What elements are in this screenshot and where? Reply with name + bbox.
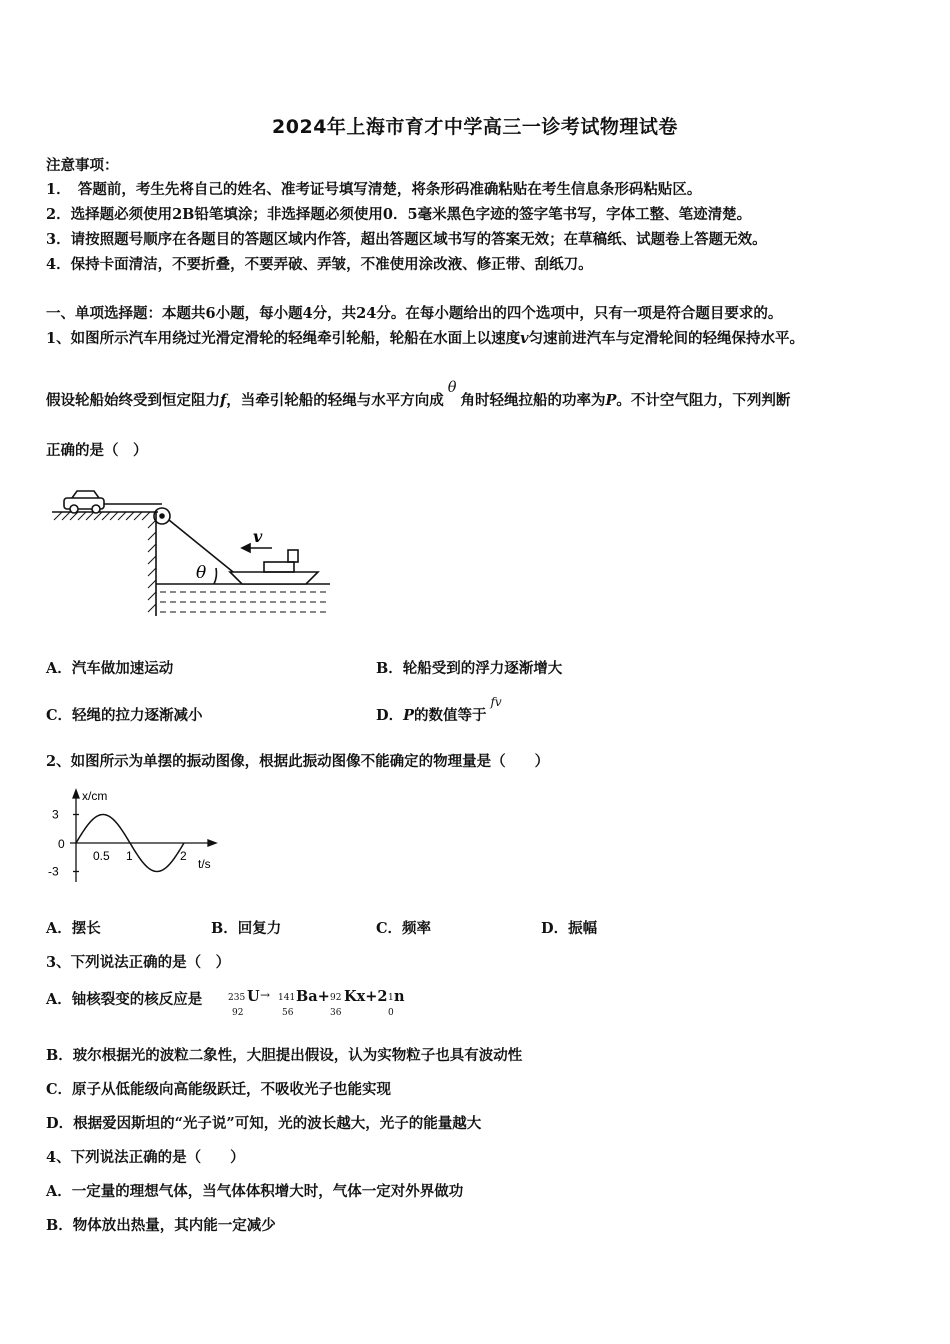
q4-option-b[interactable]: B．物体放出热量，其内能一定减少: [46, 1217, 276, 1234]
q1-line3: 正确的是（ ）: [46, 442, 148, 459]
q1-option-a[interactable]: A．汽车做加速运动: [46, 660, 174, 677]
car-icon: [64, 491, 104, 513]
wall-hatching: [148, 520, 156, 612]
x-axis-arrow: [208, 840, 216, 846]
y-tick-label-neg3: -3: [48, 864, 59, 879]
q3-option-a[interactable]: [46, 988, 202, 1009]
x-tick-label-1: 1: [126, 849, 133, 863]
notice-item-3: 3．请按照题号顺序在各题目的答题区域内作答，超出答题区域书写的答案无效；在草稿纸、试题卷上答题无效。: [46, 231, 767, 248]
q2-stem: 2、如图所示为单摆的振动图像，根据此振动图像不能确定的物理量是（ ）: [46, 753, 550, 770]
q1-var-P: P: [605, 392, 617, 409]
x-tick-label-0.5: 0.5: [93, 849, 110, 863]
oscillation-graph: [46, 786, 226, 888]
y-axis-label: x/cm: [82, 789, 108, 803]
q1-var-theta: θ: [447, 380, 457, 396]
q1-var-f: f: [220, 392, 227, 409]
q1-line2a: 假设轮船始终受到恒定阻力: [46, 392, 220, 409]
kr-atomic-number: 36: [330, 1008, 342, 1018]
kr-mass-number: 92: [330, 993, 342, 1003]
q1-option-d[interactable]: [376, 695, 502, 725]
ba-atomic-number: 56: [282, 1008, 294, 1018]
n-atomic-number: 0: [388, 1008, 394, 1018]
notice-heading: 注意事项：: [46, 157, 119, 174]
q3-option-d[interactable]: D．根据爱因斯坦的“光子说”可知，光的波长越大，光子的能量越大: [46, 1115, 482, 1132]
u-mass-number: 235: [228, 993, 246, 1003]
q3-option-b[interactable]: B．玻尔根据光的波粒二象性，大胆提出假设，认为实物粒子也具有波动性: [46, 1047, 523, 1064]
x-axis-label: t/s: [198, 857, 211, 871]
q1-line2: [46, 380, 791, 410]
fig-label-v: v: [253, 527, 263, 546]
notice-item-4: 4．保持卡面清洁，不要折叠，不要弄破、弄皱，不准使用涂改液、修正带、刮纸刀。: [46, 256, 593, 273]
q3-option-a-label: A．铀核裂变的核反应是: [46, 991, 203, 1008]
y-axis-arrow: [73, 790, 79, 798]
q1-line1-text: 1、如图所示汽车用绕过光滑定滑轮的轻绳牵引轮船，轮船在水面上以速度: [46, 330, 521, 347]
notice-item-2: 2．选择题必须使用2B铅笔填涂；非选择题必须使用0．5毫米黑色字迹的签字笔书写，字体工整、笔迹清楚。: [46, 206, 752, 223]
water-lines: [160, 592, 330, 612]
q1-option-c[interactable]: C．轻绳的拉力逐渐减小: [46, 707, 203, 724]
ba-mass-number: 141: [278, 993, 296, 1003]
q2-option-b[interactable]: B．回复力: [211, 920, 282, 937]
x-tick-label-2: 2: [180, 849, 187, 863]
section-heading: 一、单项选择题：本题共6小题，每小题4分，共24分。在每小题给出的四个选项中，只有一项是符合题目要求的。: [46, 305, 783, 322]
q1-line1b-text: 匀速前进汽车与定滑轮间的轻绳保持水平。: [528, 330, 805, 347]
fig-label-theta: θ: [196, 563, 207, 583]
reaction-arrow: →: [260, 988, 271, 1002]
n-symbol: n: [394, 988, 405, 1005]
q1-option-d-label: D．: [376, 707, 404, 724]
u-symbol: U: [247, 988, 260, 1005]
q1-line1: [46, 327, 804, 348]
q1-option-d-fv: fv: [490, 695, 502, 709]
q1-line2b: ，当牵引轮船的轻绳与水平方向成: [226, 392, 444, 409]
y-tick-label-0: 0: [58, 837, 65, 851]
q1-option-d-text: 的数值等于: [413, 707, 487, 724]
q2-option-d[interactable]: D．振幅: [541, 920, 598, 937]
kr-symbol: Kx+2: [344, 988, 388, 1005]
q2-option-a[interactable]: A．摆长: [46, 920, 101, 937]
q1-option-b[interactable]: B．轮船受到的浮力逐渐增大: [376, 660, 563, 677]
u-atomic-number: 92: [232, 1008, 244, 1018]
boat-icon: [230, 550, 318, 584]
notice-item-1: 1． 答题前，考生先将自己的姓名、准考证号填写清楚，将条形码准确粘贴在考生信息条形码粘贴区。: [46, 181, 702, 198]
ground-hatching: [54, 512, 150, 520]
ba-symbol: Ba+: [296, 988, 330, 1005]
q3-stem: 3、下列说法正确的是（ ）: [46, 954, 231, 971]
angle-arc: [214, 568, 216, 584]
q3-option-c[interactable]: C．原子从低能级向高能级跃迁，不吸收光子也能实现: [46, 1081, 392, 1098]
fission-equation: [228, 986, 428, 1020]
q2-option-c[interactable]: C．频率: [376, 920, 432, 937]
car-pulley-boat-figure: [50, 488, 350, 623]
q4-option-a[interactable]: A．一定量的理想气体，当气体体积增大时，气体一定对外界做功: [46, 1183, 464, 1200]
q1-var-v: v: [520, 330, 529, 347]
page-title: 2024年上海市育才中学高三一诊考试物理试卷: [272, 116, 678, 138]
y-tick-label-3: 3: [52, 807, 59, 822]
n-mass-number: 1: [388, 993, 394, 1003]
q1-line2c: 角时轻绳拉船的功率为: [460, 392, 606, 409]
q1-line2d: 。不计空气阻力，下列判断: [616, 392, 791, 409]
q1-option-d-P: P: [403, 707, 414, 724]
q4-stem: 4、下列说法正确的是（ ）: [46, 1149, 245, 1166]
